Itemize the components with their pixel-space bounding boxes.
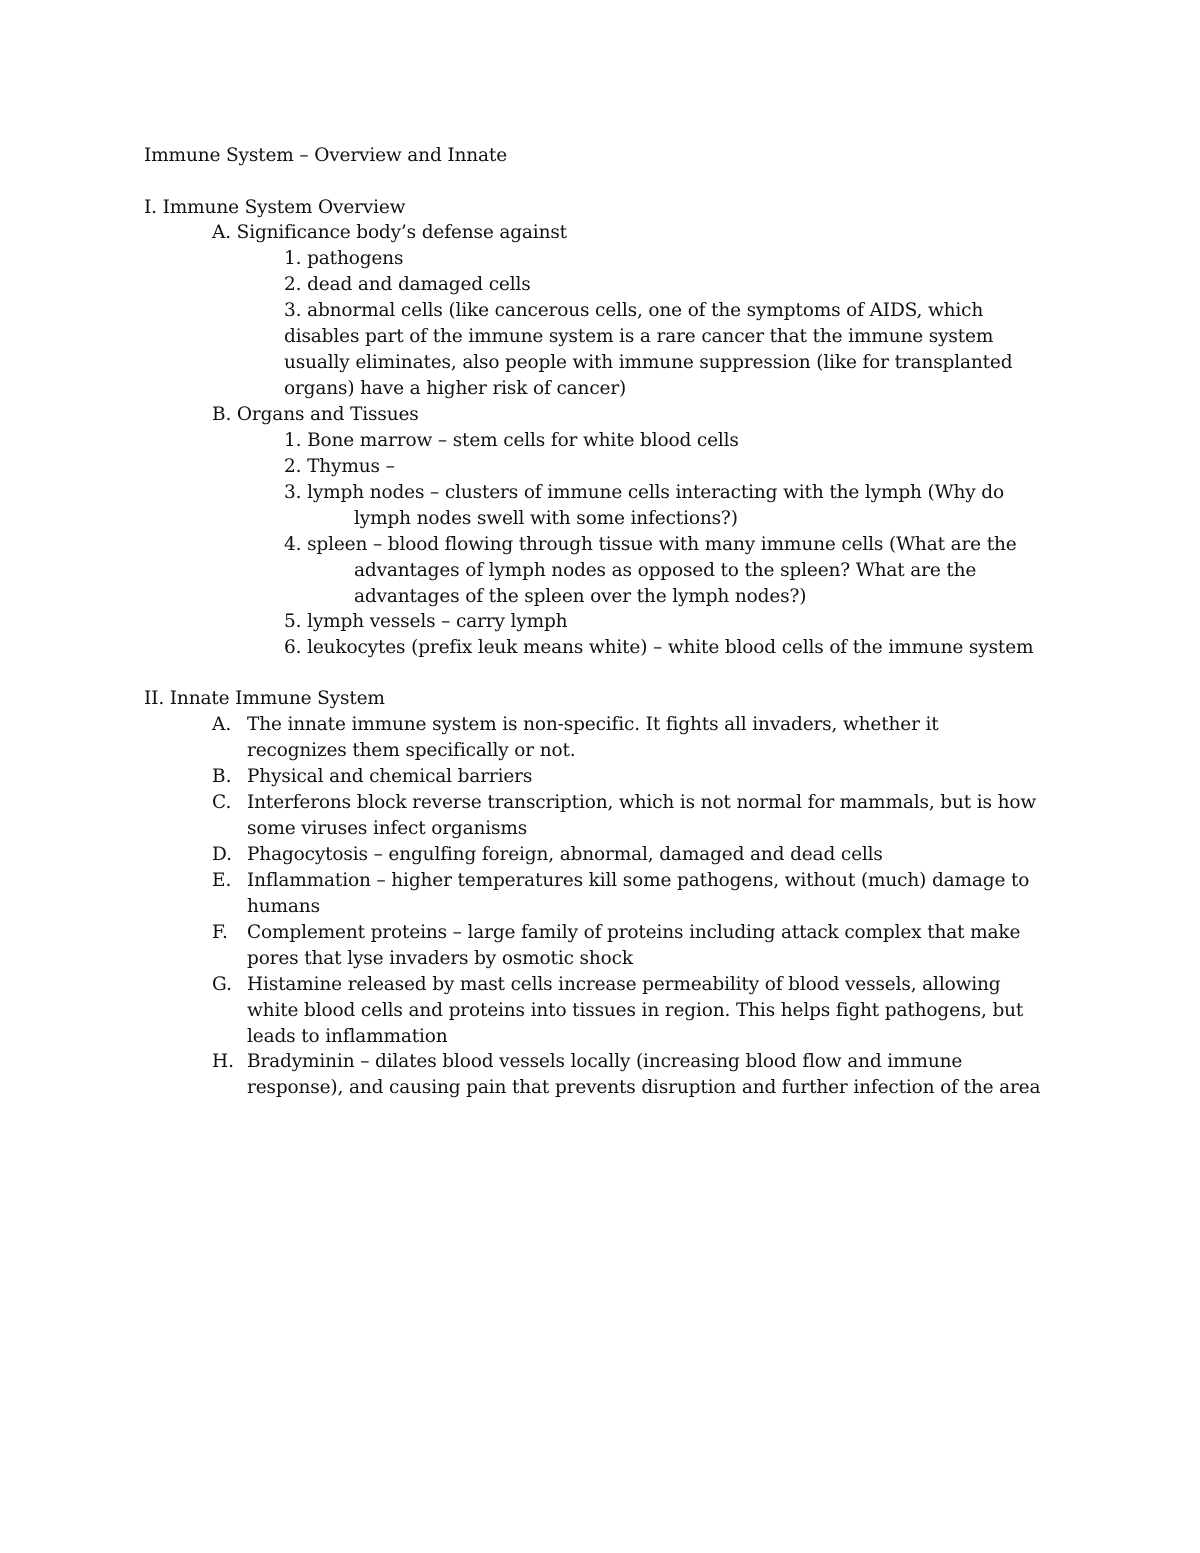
list-item: Complement proteins – large family of proteins including attack complex that make: [247, 922, 1021, 943]
list-item: 3. abnormal cells (like cancerous cells, one of the symptoms of AIDS, which: [284, 300, 984, 321]
document-title: Immune System – Overview and Innate: [144, 145, 508, 166]
list-item: Inflammation – higher temperatures kill some pathogens, without (much) damage to: [247, 870, 1030, 891]
list-item-label: C.: [212, 792, 232, 813]
subsection-b-heading: B. Organs and Tissues: [212, 404, 419, 425]
list-item-label: H.: [212, 1051, 235, 1072]
list-item-continuation: response), and causing pain that prevents disruption and further infection of the area: [247, 1077, 1041, 1098]
list-item-continuation: leads to inflammation: [247, 1026, 448, 1047]
list-item: 4. spleen – blood flowing through tissue with many immune cells (What are the: [284, 534, 1017, 555]
list-item-label: G.: [212, 974, 232, 995]
list-item-continuation: usually eliminates, also people with immune suppression (like for transplanted: [284, 352, 1013, 373]
list-item: Interferons block reverse transcription, which is not normal for mammals, but is how: [247, 792, 1037, 813]
list-item-continuation: some viruses infect organisms: [247, 818, 528, 839]
list-item: 6. leukocytes (prefix leuk means white) – white blood cells of the immune system: [284, 637, 1034, 658]
list-item: Phagocytosis – engulfing foreign, abnormal, damaged and dead cells: [247, 844, 883, 865]
list-item: The innate immune system is non-specific. It fights all invaders, whether it: [247, 714, 939, 735]
list-item-continuation: humans: [247, 896, 320, 917]
subsection-a-heading: A. Significance body’s defense against: [212, 222, 567, 243]
list-item: 3. lymph nodes – clusters of immune cells interacting with the lymph (Why do: [284, 482, 1004, 503]
list-item-continuation: white blood cells and proteins into tissues in region. This helps fight pathogens, but: [247, 1000, 1024, 1021]
list-item-label: F.: [212, 922, 228, 943]
list-item-continuation: lymph nodes swell with some infections?): [354, 508, 738, 529]
list-item-label: E.: [212, 870, 232, 891]
list-item-continuation: advantages of lymph nodes as opposed to the spleen? What are the: [354, 560, 977, 581]
list-item-continuation: disables part of the immune system is a rare cancer that the immune system: [284, 326, 994, 347]
list-item: 1. Bone marrow – stem cells for white blood cells: [284, 430, 739, 451]
list-item: 2. dead and damaged cells: [284, 274, 531, 295]
section-1-heading: I. Immune System Overview: [144, 197, 406, 218]
list-item: 2. Thymus –: [284, 456, 395, 477]
section-2-heading: II. Innate Immune System: [144, 688, 385, 709]
list-item: Histamine released by mast cells increase permeability of blood vessels, allowing: [247, 974, 1001, 995]
list-item-label: A.: [212, 714, 232, 735]
list-item-continuation: advantages of the spleen over the lymph nodes?): [354, 586, 807, 607]
list-item: Physical and chemical barriers: [247, 766, 533, 787]
list-item-continuation: recognizes them specifically or not.: [247, 740, 576, 761]
list-item-label: B.: [212, 766, 232, 787]
list-item-label: D.: [212, 844, 233, 865]
list-item: 5. lymph vessels – carry lymph: [284, 611, 568, 632]
list-item-continuation: organs) have a higher risk of cancer): [284, 378, 627, 399]
list-item-continuation: pores that lyse invaders by osmotic shock: [247, 948, 633, 969]
list-item: 1. pathogens: [284, 248, 404, 269]
list-item: Bradyminin – dilates blood vessels locally (increasing blood flow and immune: [247, 1051, 963, 1072]
